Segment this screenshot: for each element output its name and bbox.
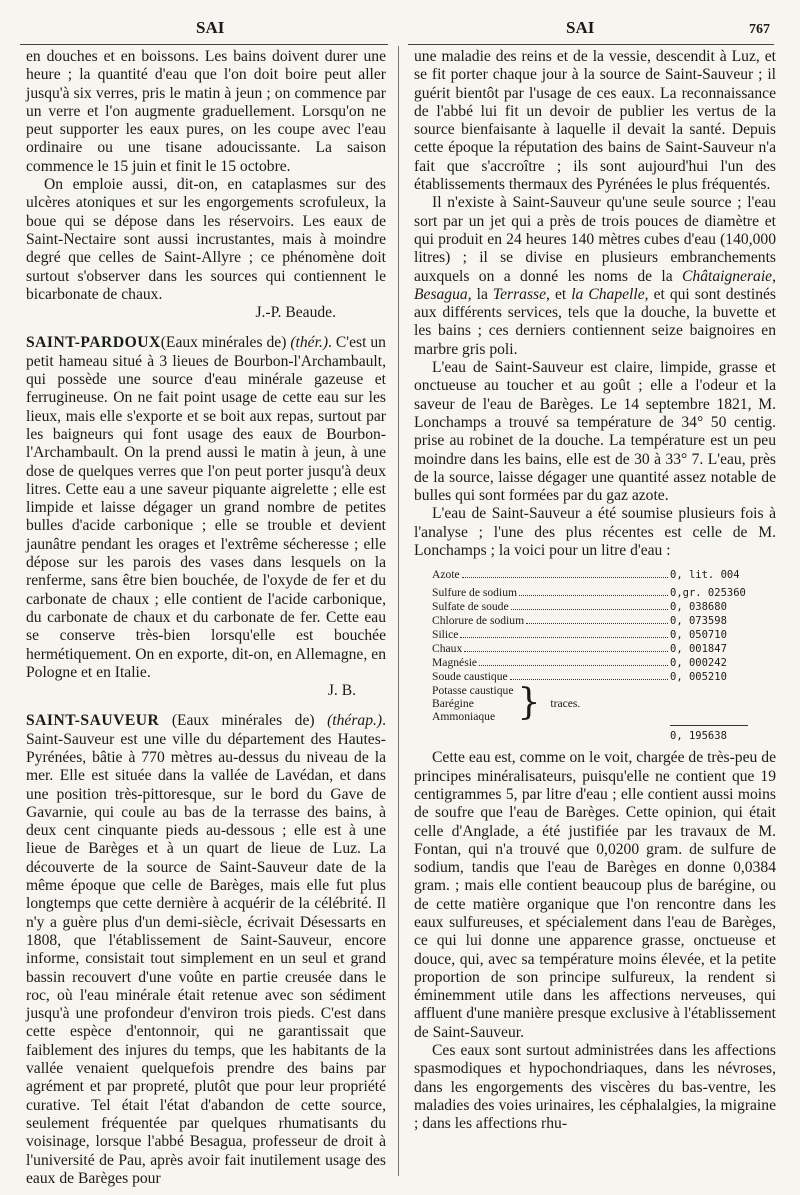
analysis-label: Silice xyxy=(432,628,459,642)
analysis-row xyxy=(432,600,748,614)
dot-leader xyxy=(519,595,668,596)
entry-abbrev: (thér.) xyxy=(290,334,329,352)
analysis-row xyxy=(432,586,748,600)
dot-leader xyxy=(464,651,668,652)
header-rule-right xyxy=(408,44,774,45)
text-run: , et qui sont destinés aux différents services, tels que la douche, la buvette et les bains ; ces derniers contiennent seize baignoires en marbre gris poli. xyxy=(414,285,777,358)
paragraph: L'eau de Saint-Sauveur a été soumise plusieurs fois à l'analyse ; l'une des plus récentes est celle de M. Lonchamps ; la voici pour un litre d'eau : xyxy=(414,505,776,560)
author-signature: J. B. xyxy=(327,682,356,700)
analysis-value: 0, 038680 xyxy=(670,601,727,614)
source-name: Châtaigneraie xyxy=(682,267,773,285)
paragraph: en douches et en boissons. Les bains doivent durer une heure ; la quantité d'eau que l'on doit boire peut aller jusqu'à six verres, pris le matin à jeun ; on commence par un verre et l'on augmente graduellement. Lorsqu'on ne peut supporter les eaux pures, on les coupe avec l'eau ordinaire ou une tisane adoucissante. La saison commence le 15 juin et finit le 15 octobre. xyxy=(26,48,386,175)
paragraph: On emploie aussi, dit-on, en cataplasmes sur des ulcères atoniques et sur les engorgements scrofuleux, la boue qui se dépose dans les réservoirs. Les eaux de Saint-Nectaire sont aussi incrustantes, mais à moindre degré que celles de Saint-Allyre ; ce phénomène doit surtout s'observer dans les sources qui contiennent le bicarbonate de chaux. xyxy=(26,176,386,303)
entry-subtitle: (Eaux minérales de) xyxy=(159,712,328,730)
analysis-value: 0, 073598 xyxy=(670,615,727,628)
analysis-label: Azote xyxy=(432,568,460,582)
entry-headword: SAINT-PARDOUX xyxy=(26,334,161,352)
trace-item: Barégine xyxy=(432,697,474,711)
entry-body: . C'est un petit hameau situé à 3 lieues de Bourbon-l'Archambault, qui possède une source d'eau minérale gazeuse et ferrugineuse. On ne fait point usage de cette eau sur les lieux, mais elle s'exporte et se boit aux repas, surtout par les baigneurs qui font usage des eaux de Bourbon-l'Archambault. On la prend aussi le matin à jeun, à une dose de quelques verres que l'on peut porter jusqu'à deux litres. Cette eau a une saveur piquante aigrelette ; elle est limpide et laisse dégager un grand nombre de petites bulles d'acide carbonique ; elle se trouble et devient jaunâtre pendant les orages et l'extrême sécheresse ; elle dépose sur les parois des vases dans lesquels on la renferme, sans être bien bouchée, de l'oxyde de fer et du carbonate de chaux ; elle contient de l'acide carbonique, du carbonate de chaux et du carbonate de fer. Cette eau se conserve très-bien lorsqu'elle est bouchée hermétiquement. On en exporte, dit-on, en Allemagne, en Pologne et en Italie. xyxy=(26,334,386,681)
left-column xyxy=(26,48,386,1188)
total-rule xyxy=(670,725,748,726)
analysis-label: Sulfate de soude xyxy=(432,600,509,614)
brace-symbol: } xyxy=(517,682,541,724)
analysis-value: 0, 001847 xyxy=(670,643,727,656)
paragraph: une maladie des reins et de la vessie, descendit à Luz, et se fit porter chaque jour à la source de Saint-Sauveur ; il guérit bientôt par l'usage de ces eaux. La reconnaissance de l'abbé lui fit un devoir de publier les vertus de la source bienfaisante à laquelle il devait la santé. Depuis cette époque la réputation des bains de Saint-Sauveur n'a fait que s'accroître ; ils sont aujourd'hui l'un des établissements thermaux des Pyrénées le plus fréquentés. xyxy=(414,48,776,194)
analysis-traces xyxy=(432,684,748,723)
entry-body: . Saint-Sauveur est une ville du département des Hautes-Pyrénées, bâtie à 770 mètres au-dessus du niveau de la mer. Elle est située dans la vallée de Lavédan, et dans une position très-pittoresque, sur le bord du Gave de Gavarnie, qui coule au bas de la terrasse des bains, à deux cent cinquante pieds au-dessous ; elle est à une lieue de Barèges et à un quart de lieue de Luz. La découverte de la source de Saint-Sauveur date de la même époque que celle de Barèges, mais elle fut plus longtemps que cette dernière à acquérir de la célébrité. Il n'y a guère plus d'un demi-siècle, écrivait Désessarts en 1808, que l'établissement de Saint-Sauveur, encore informe, consistait tout simplement en un seul et grand bassin recouvert d'une voûte en partie creusée dans le roc, où l'eau minérale était retenue avec son sédiment jusqu'à une profondeur d'environ trois pieds. C'est dans cette espèce d'entonnoir, qui ne garantissait que faiblement des injures du temps, que les habitants de la vallée venaient quelquefois prendre des bains par agrément et par propreté, plutôt que pour leur propriété curative. Tel était l'état d'abandon de cette source, seulement fréquentée par quelques rhumatisants du voisinage, lorsque l'abbé Besagua, professeur de droit à l'université de Pau, après avoir fait inutilement usage des eaux de Barèges pour xyxy=(26,712,386,1187)
analysis-row xyxy=(432,642,748,656)
paragraph xyxy=(414,194,776,359)
dot-leader xyxy=(526,623,668,624)
source-name: la Chapelle xyxy=(571,285,645,303)
dot-leader xyxy=(510,679,668,680)
running-head-left: SAI xyxy=(196,18,225,37)
traces-label: traces. xyxy=(550,697,581,711)
right-column xyxy=(414,48,776,1134)
analysis-row xyxy=(432,614,748,628)
analysis-label: Magnésie xyxy=(432,656,478,670)
source-name: Besagua xyxy=(414,285,468,303)
text-run: Il n'existe à Saint-Sauveur qu'une seule source ; l'eau sort par un jet qui a près de trois pouces de diamètre et qui produit en 24 heures 140 mètres cubes d'eau (140,000 litres) ; il se divise en plusieurs embranchements auxquels on a donné les noms de la xyxy=(414,194,776,285)
analysis-label: Chaux xyxy=(432,642,463,656)
analysis-label: Soude caustique xyxy=(432,670,508,684)
paragraph: L'eau de Saint-Sauveur est claire, limpide, grasse et onctueuse au toucher et au goût ; elle a l'odeur et la saveur de l'eau de Barèges. Le 14 septembre 1821, M. Lonchamps a trouvé sa température de 34° 50 centig. prise au robinet de la douche. La température est un peu moindre dans les bains, elle est de 30 à 33° 7. L'eau, près de la source, laisse dégager une quantité assez notable de bulles qui sont formées par du gaz azote. xyxy=(414,359,776,505)
analysis-value: 0, 050710 xyxy=(670,629,727,642)
dot-leader xyxy=(462,577,668,578)
analysis-row xyxy=(432,628,748,642)
entry-saint-pardoux xyxy=(26,334,386,682)
analysis-rows xyxy=(432,586,748,684)
spacer xyxy=(26,322,386,334)
analysis-row-azote xyxy=(432,568,748,582)
dot-leader xyxy=(479,665,668,666)
trace-item: Potasse caustique xyxy=(432,684,514,698)
running-head-right: SAI xyxy=(566,18,595,37)
source-name: Terrasse xyxy=(492,285,547,303)
column-divider xyxy=(398,46,399,1176)
analysis-row xyxy=(432,656,748,670)
analysis-value: 0, 005210 xyxy=(670,671,727,684)
entry-headword: SAINT-SAUVEUR xyxy=(26,712,160,730)
text-run: , et xyxy=(546,285,572,303)
text-run: , la xyxy=(467,285,493,303)
trace-items xyxy=(432,684,513,723)
text-run: , xyxy=(772,267,776,285)
analysis-label: Chlorure de sodium xyxy=(432,614,525,628)
analysis-value: 0, lit. 004 xyxy=(670,569,740,582)
analysis-label: Sulfure de sodium xyxy=(432,586,518,600)
analysis-value: 0, 000242 xyxy=(670,657,727,670)
header-rule-left xyxy=(20,44,388,45)
entry-abbrev: (thérap.) xyxy=(327,712,383,730)
entry-subtitle: (Eaux minérales de) xyxy=(160,334,291,352)
analysis-row xyxy=(432,670,748,684)
analysis-table xyxy=(432,568,748,743)
analysis-total-value: 0, 195638 xyxy=(670,730,727,743)
paragraph: Cette eau est, comme on le voit, chargée de très-peu de principes minéralisateurs, puisqu'elle ne contient que 19 centigrammes 5, par litre d'eau ; elle contient aussi moins de soufre que l'eau de Barèges. Cette opinion, qui était celle d'Anglade, a été justifiée par les travaux de M. Fontan, qui n'a trouvé que 0,0200 gram. de sulfure de sodium, tandis que l'eau de Barèges en donne 0,0384 gram. ; mais elle contient beaucoup plus de barégine, ou de cette matière organique que l'on rencontre dans les eaux sulfureuses, et spécialement dans l'eau de Barèges, ce qui lui donne une apparence grasse, onctueuse et douce, qui, avec sa température moins élevée, et la petite proportion de son principe sulfureux, la rendent si éminemment utile dans les affections nerveuses, qui affluent d'une manière presque exclusive à l'établissement de Saint-Sauveur. xyxy=(414,749,776,1041)
analysis-total xyxy=(432,730,748,743)
entry-saint-sauveur xyxy=(26,712,386,1188)
dot-leader xyxy=(511,609,668,610)
author-signature: J.-P. Beaude. xyxy=(255,304,336,322)
analysis-value: 0,gr. 025360 xyxy=(670,587,746,600)
trace-item: Ammoniaque xyxy=(432,710,496,724)
paragraph: Ces eaux sont surtout administrées dans les affections spasmodiques et hypochondriaques, dans les névroses, dans les engorgements des viscères du bas-ventre, les maladies des voies urinaires, les céphalalgies, la migraine ; dans les affections rhu- xyxy=(414,1042,776,1133)
dot-leader xyxy=(460,637,668,638)
page-number: 767 xyxy=(749,22,770,37)
spacer xyxy=(26,700,386,712)
